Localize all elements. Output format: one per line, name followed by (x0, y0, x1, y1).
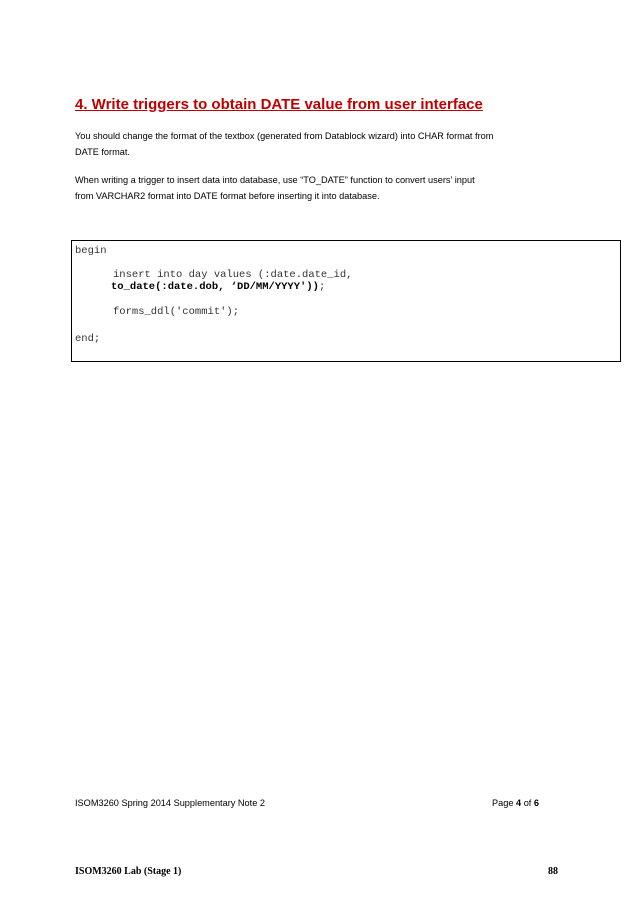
paragraph-line: from VARCHAR2 format into DATE format before inserting it into database. (75, 191, 380, 201)
instruction-paragraph-2 (75, 172, 575, 204)
code-line-to-date (111, 281, 325, 293)
code-to-date-bold: to_date(:date.dob, ‘DD/MM/YYYY')) (111, 281, 319, 293)
page-prefix: Page (492, 798, 517, 808)
paragraph-line: DATE format. (75, 147, 130, 157)
code-line-end: end; (75, 333, 101, 345)
footer-page-indicator (492, 798, 539, 808)
page-total: 6 (533, 798, 540, 808)
page-current: 4 (516, 798, 522, 808)
code-to-date-tail: ; (318, 281, 326, 293)
paragraph-line: When writing a trigger to insert data into database, use “TO_DATE” function to convert users’ input (75, 175, 475, 185)
code-block (71, 240, 621, 362)
section-heading: 4. Write triggers to obtain DATE value from user interface (75, 96, 483, 113)
page-of: of (521, 798, 534, 808)
code-line-insert: insert into day values (:date.date_id, (113, 269, 353, 281)
instruction-paragraph-1 (75, 128, 575, 160)
footer-note: ISOM3260 Spring 2014 Supplementary Note 2 (75, 798, 265, 808)
code-line-forms-ddl: forms_ddl('commit'); (113, 306, 240, 318)
footer-page-number: 88 (548, 866, 558, 877)
footer-lab-title: ISOM3260 Lab (Stage 1) (75, 866, 182, 877)
code-line-begin: begin (75, 245, 107, 257)
paragraph-line: You should change the format of the textbox (generated from Datablock wizard) into CHAR format from (75, 131, 494, 141)
